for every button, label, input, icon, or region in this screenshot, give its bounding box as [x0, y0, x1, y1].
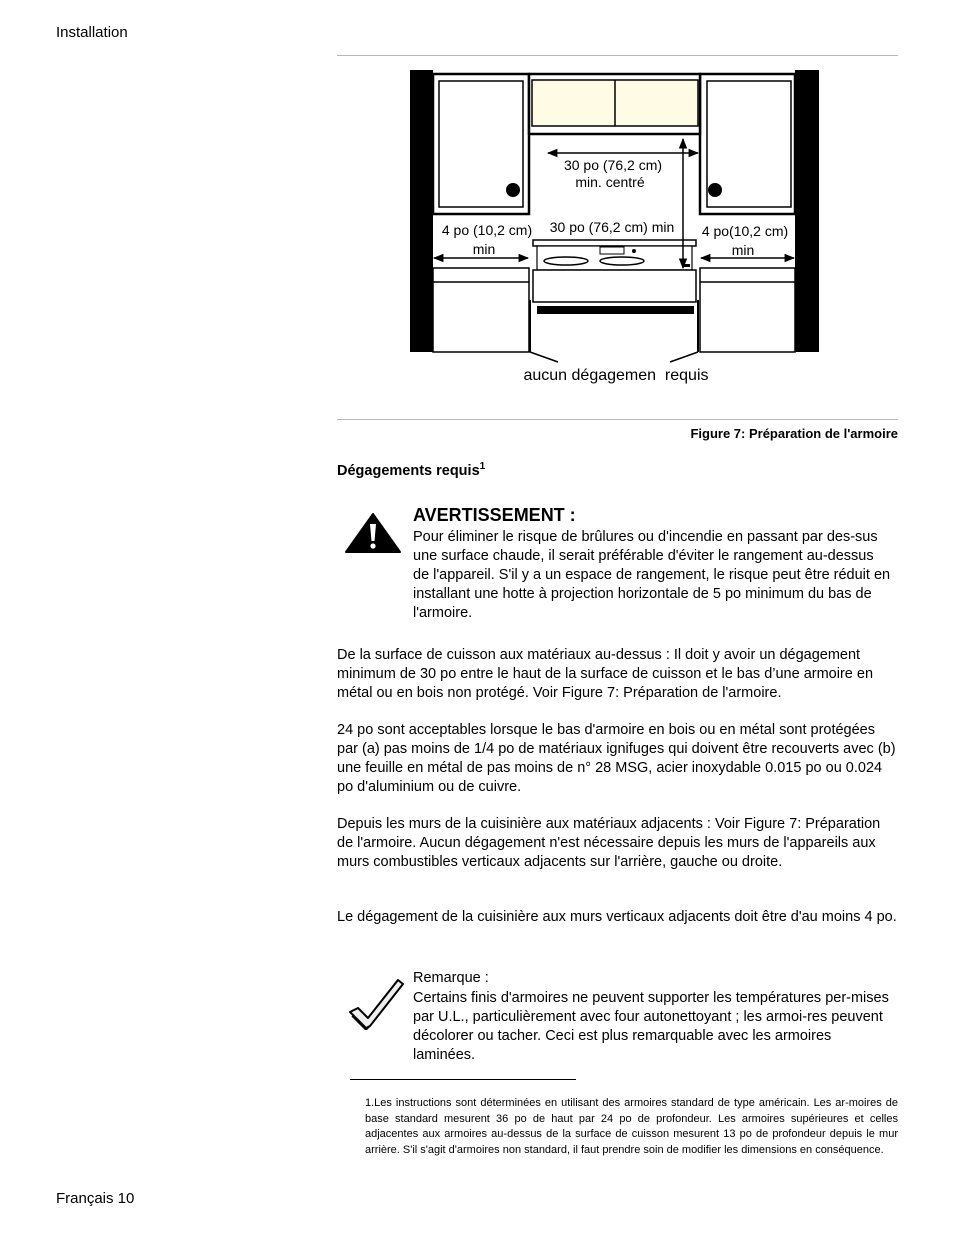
top-centered-label: min. centré — [575, 174, 645, 190]
left-wall — [410, 70, 433, 352]
warning-title: AVERTISSEMENT : — [413, 505, 576, 525]
height-label: 30 po (76,2 cm) min — [549, 219, 675, 235]
note-title: Remarque : — [413, 970, 489, 986]
page-header: Installation — [56, 24, 128, 41]
paragraph-3: Depuis les murs de la cuisinière aux matériaux adjacents : Voir Figure 7: Préparation de l'armoire. Aucun dégagement n'est nécessaire depuis les murs de l'appareils aux murs combustibles verticaux adjacents sur l'arrière, gauche ou droite. — [337, 816, 881, 870]
paragraph-1: De la surface de cuisson aux matériaux au-dessus : Il doit y avoir un dégagement minimum de 30 po entre le haut de la surface de cuisson et le bas d’une armoire en métal ou en bois non protégé. Voir Figure 7: Préparation de l'armoire. — [337, 647, 874, 701]
figure-top-rule — [337, 55, 898, 56]
paragraph-4: Le dégagement de la cuisinière aux murs verticaux adjacents doit être d'au moins 4 po. — [337, 909, 897, 925]
left-cabinet-knob — [506, 183, 520, 197]
right-gap-label: 4 po(10,2 cm) — [701, 223, 789, 239]
paragraph-2: 24 po sont acceptables lorsque le bas d'armoire en bois ou en métal sont protégées par (a) pas moins de 1/4 po de matériaux ignifuges qui doivent être recouverts avec (b) une feuille en métal de pas moins de n° 28 MSG, acier inoxydable 0.015 po ou 0.024 po d'aluminium ou de cuivre. — [337, 722, 896, 795]
right-base-cabinet — [700, 268, 795, 352]
range-cooktop — [533, 240, 696, 246]
figure-bottom-rule — [337, 419, 898, 420]
cabinet-clearance-diagram — [405, 62, 825, 402]
left-min-label: min — [472, 241, 496, 257]
checkmark-icon — [346, 976, 406, 1030]
page-footer: Français 10 — [56, 1190, 135, 1207]
note-body: Certains finis d'armoires ne peuvent supporter les températures per-mises par U.L., particulièrement avec four autonettoyant ; les armoi-res peuvent décolorer ou tacher. Ceci est plus remarquable avec les armoires laminées. — [413, 990, 889, 1063]
footnote-ref: 1 — [479, 461, 486, 472]
no-clearance-label: aucun dégagemen requis — [523, 367, 709, 384]
footnote-rule — [350, 1079, 576, 1080]
section-title: Dégagements requis$^1$ — [337, 461, 486, 479]
left-gap-label: 4 po (10,2 cm) — [441, 222, 533, 238]
right-wall — [795, 70, 819, 352]
right-cabinet-knob — [708, 183, 722, 197]
left-base-cabinet — [433, 268, 529, 352]
right-min-label: min — [731, 242, 755, 258]
top-width-label: 30 po (76,2 cm) — [563, 157, 663, 173]
warning-body: Pour éliminer le risque de brûlures ou d'incendie en passant par des-sus une surface chaude, il serait préférable d'éviter le rangement au-dessus de l'appareil. S'il y a un espace de rangement, le risque peut être réduit en installant une hotte à projection horizontale de 5 po minimum du bas de l'armoire. — [413, 529, 891, 621]
figure-caption: Figure 7: Préparation de l'armoire — [690, 426, 898, 441]
range-body — [533, 270, 696, 302]
range-drawer-handle — [537, 306, 694, 314]
footnote-text: 1.Les instructions sont déterminées en utilisant des armoires standard de type américain. Les ar-moires de base standard mesurent 36 po de haut par 24 po de profondeur. Les armoires supérieures et celles adjacentes aux armoires au-dessus de la surface de cuisson mesurent 13 po de profondeur depuis le mur arrière. S'il s'agit d'armoires non standard, il faut prendre soin de modifier les dimensions en conséquence. — [365, 1097, 898, 1156]
warning-triangle-icon — [344, 512, 402, 554]
